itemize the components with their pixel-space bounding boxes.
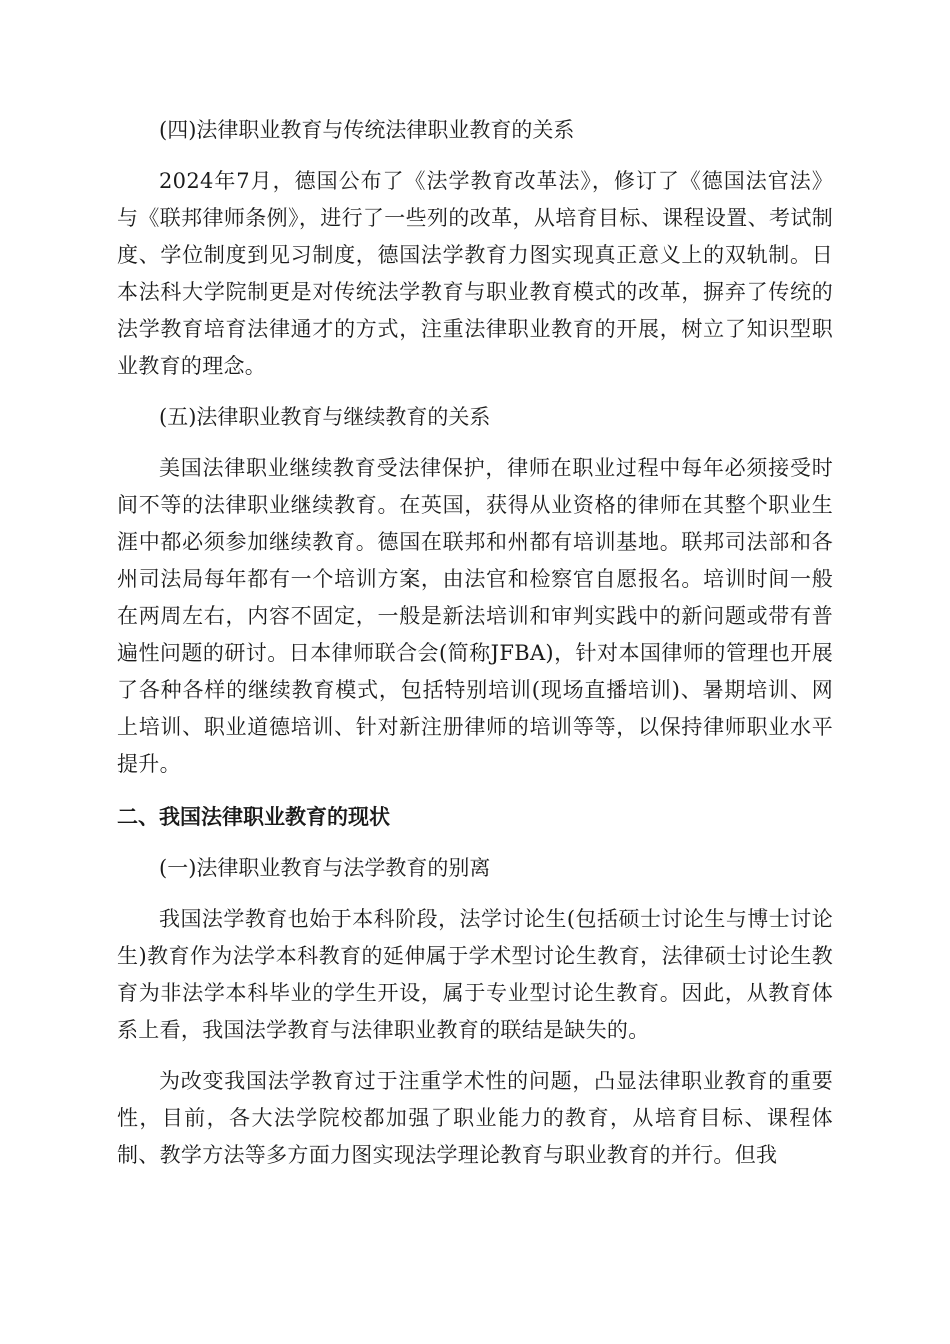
section-5-title: (五)法律职业教育与继续教育的关系	[159, 405, 491, 429]
section-1-title: (一)法律职业教育与法学教育的别离	[159, 856, 491, 880]
section-1-body-paragraph-2: 为改变我国法学教育过于注重学术性的问题，凸显法律职业教育的重要性，目前，各大法学院校都加强了职业能力的教育，从培育目标、课程体制、教学方法等多方面力图实现法学理论教育与职业教育的并行。但我	[117, 1069, 833, 1167]
chapter-2-title: 二、我国法律职业教育的现状	[117, 805, 390, 829]
section-4-title: (四)法律职业教育与传统法律职业教育的关系	[159, 118, 575, 142]
document-page	[117, 112, 833, 1174]
section-5-body: 美国法律职业继续教育受法律保护，律师在职业过程中每年必须接受时间不等的法律职业继续教育。在英国，获得从业资格的律师在其整个职业生涯中都必须参加继续教育。德国在联邦和州都有培训基地。联邦司法部和各州司法局每年都有一个培训方案，由法官和检察官自愿报名。培训时间一般在两周左右，内容不固定，一般是新法培训和审判实践中的新问题或带有普遍性问题的研讨。日本律师联合会(简称JFBA)，针对本国律师的管理也开展了各种各样的继续教育模式，包括特别培训(现场直播培训)、暑期培训、网上培训、职业道德培训、针对新注册律师的培训等等，以保持律师职业水平提升。	[117, 456, 833, 776]
section-4-body: 2024年7月，德国公布了《法学教育改革法》，修订了《德国法官法》与《联邦律师条例》，进行了一些列的改革，从培育目标、课程设置、考试制度、学位制度到见习制度，德国法学教育力图实现真正意义上的双轨制。日本法科大学院制更是对传统法学教育与职业教育模式的改革，摒弃了传统的法学教育培育法律通才的方式，注重法律职业教育的开展，树立了知识型职业教育的理念。	[117, 169, 833, 378]
section-1-body-paragraph-1: 我国法学教育也始于本科阶段，法学讨论生(包括硕士讨论生与博士讨论生)教育作为法学本科教育的延伸属于学术型讨论生教育，法律硕士讨论生教育为非法学本科毕业的学生开设，属于专业型讨论生教育。因此，从教育体系上看，我国法学教育与法律职业教育的联结是缺失的。	[117, 907, 833, 1042]
